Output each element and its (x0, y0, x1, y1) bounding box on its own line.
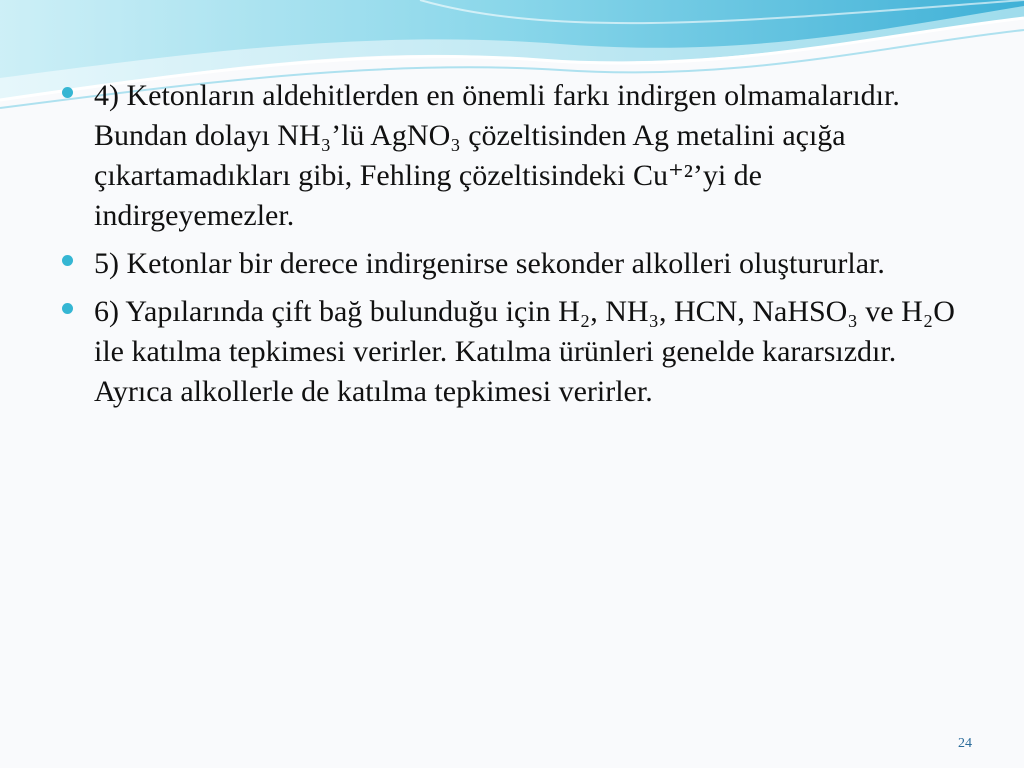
slide-content (58, 76, 968, 420)
bullet-item (58, 292, 968, 412)
bullet-text: 4) Ketonların aldehitlerden en önemli farkı indirgen olmamalarıdır. Bundan dolayı NH₃’lü AgNO₃ çözeltisinden Ag metalini açığa çıkartamadıkları gibi, Fehling çözeltisindeki Cu⁺²’yi de indirgeyemezler. (94, 79, 900, 232)
bullet-dot-icon (62, 255, 73, 266)
bullet-text: 5) Ketonlar bir derece indirgenirse sekonder alkolleri oluştururlar. (94, 247, 885, 280)
bullet-text: 6) Yapılarında çift bağ bulunduğu için H₂, NH₃, HCN, NaHSO₃ ve H₂O ile katılma tepkimesi verirler. Katılma ürünleri genelde kararsızdır. Ayrıca alkollerle de katılma tepkimesi verirler. (94, 295, 955, 408)
bullet-item (58, 244, 968, 284)
slide-page-number: 24 (958, 736, 972, 751)
bullet-dot-icon (62, 303, 73, 314)
bullet-item (58, 76, 968, 236)
bullet-dot-icon (62, 87, 73, 98)
